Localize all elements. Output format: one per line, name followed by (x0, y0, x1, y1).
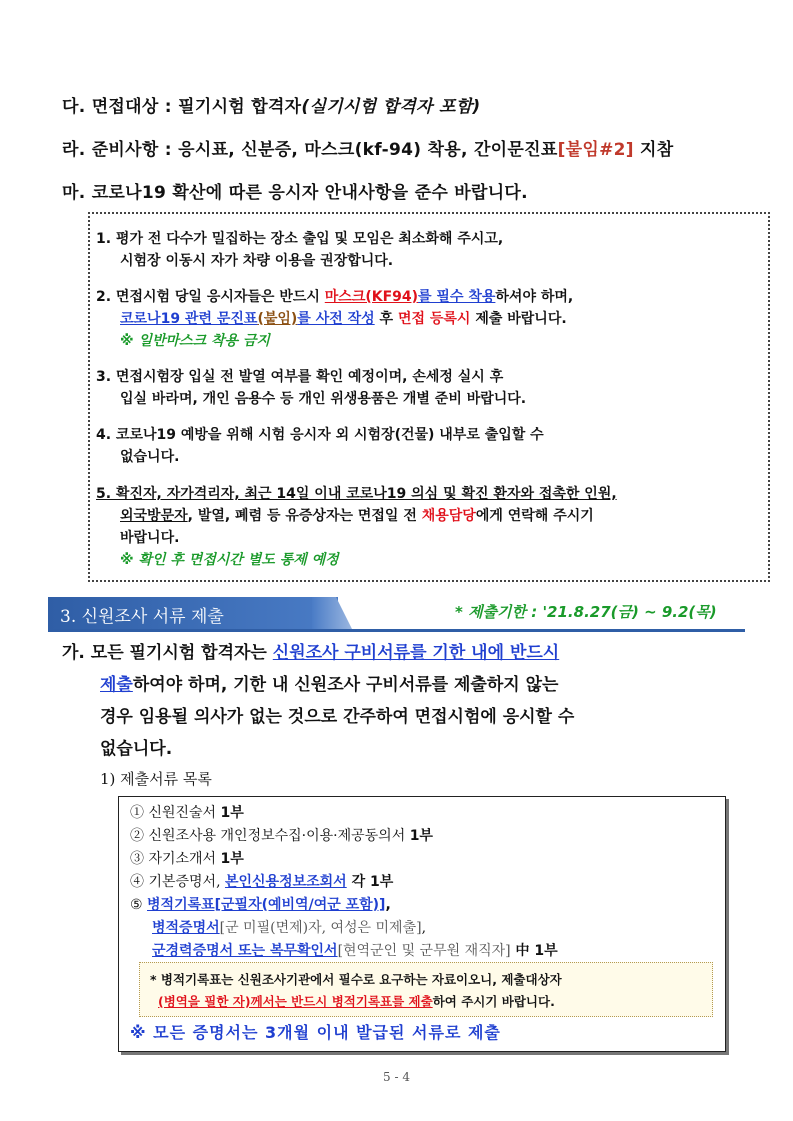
ga-sub-heading: 1) 제출서류 목록 (100, 770, 212, 788)
doc-item-5-comma: , (385, 897, 391, 913)
notice-item-1-line-2: 시험장 이동시 자가 차량 이용을 권장합니다. (120, 253, 394, 269)
notice-item-2-j: 제출 바랍니다. (470, 311, 567, 327)
doc-item-4-credit: 본인신용정보조회서 (224, 874, 347, 890)
notice-item-5-note: ※ 확인 후 면접시간 별도 통제 예정 (120, 552, 339, 568)
doc-item-2-count: 1부 (409, 828, 433, 844)
doc-note-line-1: * 병적기록표는 신원조사기관에서 필수로 요구하는 자료이오니, 제출대상자 (150, 972, 562, 987)
ga-line-2-b: 하여야 하며, 기한 내 신원조사 구비서류를 제출하지 않는 (132, 675, 559, 695)
notice-item-2-prewrite: 를 사전 작성 (297, 311, 375, 327)
doc-item-7 (152, 940, 558, 962)
notice-item-5-b: , 발열, 폐렴 등 유증상자는 면접일 전 (187, 508, 422, 524)
page-number: 5 - 4 (383, 1070, 410, 1084)
notice-item-5-d: 에게 연락해 주시기 (475, 508, 594, 524)
doc-item-3-count: 1부 (220, 851, 244, 867)
notice-item-5-line-3: 바랍니다. (120, 530, 180, 546)
section-ra-suffix: 지참 (633, 140, 674, 160)
section-ra (62, 135, 674, 160)
notice-item-4-line-2: 없습니다. (120, 449, 180, 465)
doc-item-7-condition: [현역군인 및 군무원 재직자] (337, 943, 511, 959)
notice-item-2-required: 를 필수 착용 (418, 289, 496, 305)
notice-item-2-line-1 (96, 286, 573, 308)
ga-line-1-emphasis: 신원조사 구비서류를 기한 내에 반드시 (272, 643, 560, 663)
notice-item-5-recruit: 채용담당 (421, 508, 476, 524)
doc-item-7-count: 中 1부 (510, 943, 558, 959)
doc-item-6-condition: [군 미필(면제)자, 여성은 미제출] (219, 920, 422, 936)
section-da-italic: (실기시험 합격자 포함) (301, 97, 481, 117)
doc-item-6-comma: , (421, 920, 427, 936)
doc-note-emphasis: (병역을 필한 자)께서는 반드시 병적기록표를 제출 (158, 994, 433, 1009)
section-3-deadline: * 제출기한 : '21.8.27(금) ~ 9.2(목) (455, 603, 717, 621)
notice-item-2-attachment: (붙임) (257, 311, 298, 327)
notice-item-4-line-1: 4. 코로나19 예방을 위해 시험 응시자 외 시험장(건물) 내부로 출입할 수 (96, 427, 544, 443)
doc-item-3 (130, 848, 244, 870)
doc-item-3-name: ③ 자기소개서 (130, 851, 221, 867)
notice-item-5-line-1: 5. 확진자, 자가격리자, 최근 14일 이내 코로나19 의심 및 확진 환자와 접촉한 인원, (96, 486, 617, 502)
notice-item-2-line-2 (120, 308, 567, 330)
doc-final-note: ※ 모든 증명서는 3개월 이내 발급된 서류로 제출 (130, 1023, 501, 1042)
doc-item-5 (130, 894, 391, 916)
doc-item-4 (130, 871, 393, 893)
notice-item-2-h: 후 (374, 311, 398, 327)
doc-item-2-name: ② 신원조사용 개인정보수집·이용·제공동의서 (130, 828, 410, 844)
notice-item-2-registration: 면접 등록시 (397, 311, 471, 327)
section-ma: 마. 코로나19 확산에 따른 응시자 안내사항을 준수 바랍니다. (62, 183, 528, 203)
notice-item-2-mask: 마스크(KF94) (324, 289, 419, 305)
notice-item-2-d: 하셔야 하며, (495, 289, 574, 305)
doc-item-4-name: ④ 기본증명서, (130, 874, 225, 890)
ga-line-2 (100, 668, 558, 702)
doc-item-2 (130, 825, 433, 847)
section-da-text: 다. 면접대상 : 필기시험 합격자 (62, 97, 302, 117)
section-3-underline (48, 629, 745, 632)
doc-note-tail: 하여 주시기 바랍니다. (432, 994, 555, 1009)
notice-item-3-line-1: 3. 면접시험장 입실 전 발열 여부를 확인 예정이며, 손세정 실시 후 (96, 369, 504, 385)
doc-item-5-military-record: 병적기록표[군필자(예비역/여군 포함)] (147, 897, 386, 913)
section-ra-text: 라. 준비사항 : 응시표, 신분증, 마스크(kf-94) 착용, 간이문진표 (62, 140, 558, 160)
notice-item-5-line-2 (120, 505, 594, 527)
ga-line-3: 경우 임용될 의사가 없는 것으로 간주하여 면접시험에 응시할 수 (100, 707, 575, 727)
doc-note-line-2 (158, 992, 555, 1010)
ga-line-4: 없습니다. (100, 739, 173, 759)
doc-item-7-career: 군경력증명서 또는 복무확인서 (152, 943, 338, 959)
doc-item-1-name: ① 신원진술서 (130, 805, 221, 821)
notice-item-5-visitors: 외국방문자 (120, 508, 188, 524)
notice-item-3-line-2: 입실 바라며, 개인 음용수 등 개인 위생용품은 개별 준비 바랍니다. (120, 391, 527, 407)
section-ra-bracket: [붙임#2] (557, 140, 634, 160)
notice-item-2-questionnaire: 코로나19 관련 문진표 (120, 311, 258, 327)
doc-item-6-certificate: 병적증명서 (152, 920, 220, 936)
section-da (62, 92, 480, 117)
ga-line-2-submit: 제출 (100, 675, 133, 695)
doc-item-1-count: 1부 (220, 805, 244, 821)
doc-item-5-mark: ⑤ (130, 897, 148, 913)
section-3-title-notch (312, 597, 352, 629)
notice-item-2-a: 2. 면접시험 당일 응시자들은 반드시 (96, 289, 325, 305)
doc-item-6 (152, 917, 426, 939)
section-3-header (48, 597, 745, 633)
doc-item-1 (130, 802, 244, 824)
doc-item-4-count: 각 1부 (346, 874, 394, 890)
notice-item-1-line-1: 1. 평가 전 다수가 밀집하는 장소 출입 및 모임은 최소화해 주시고, (96, 231, 504, 247)
ga-line-1-a: 가. 모든 필기시험 합격자는 (62, 643, 273, 663)
ga-line-1 (62, 636, 559, 670)
section-3-title: 3. 신원조사 서류 제출 (60, 607, 224, 627)
notice-item-2-note: ※ 일반마스크 착용 금지 (120, 333, 270, 349)
